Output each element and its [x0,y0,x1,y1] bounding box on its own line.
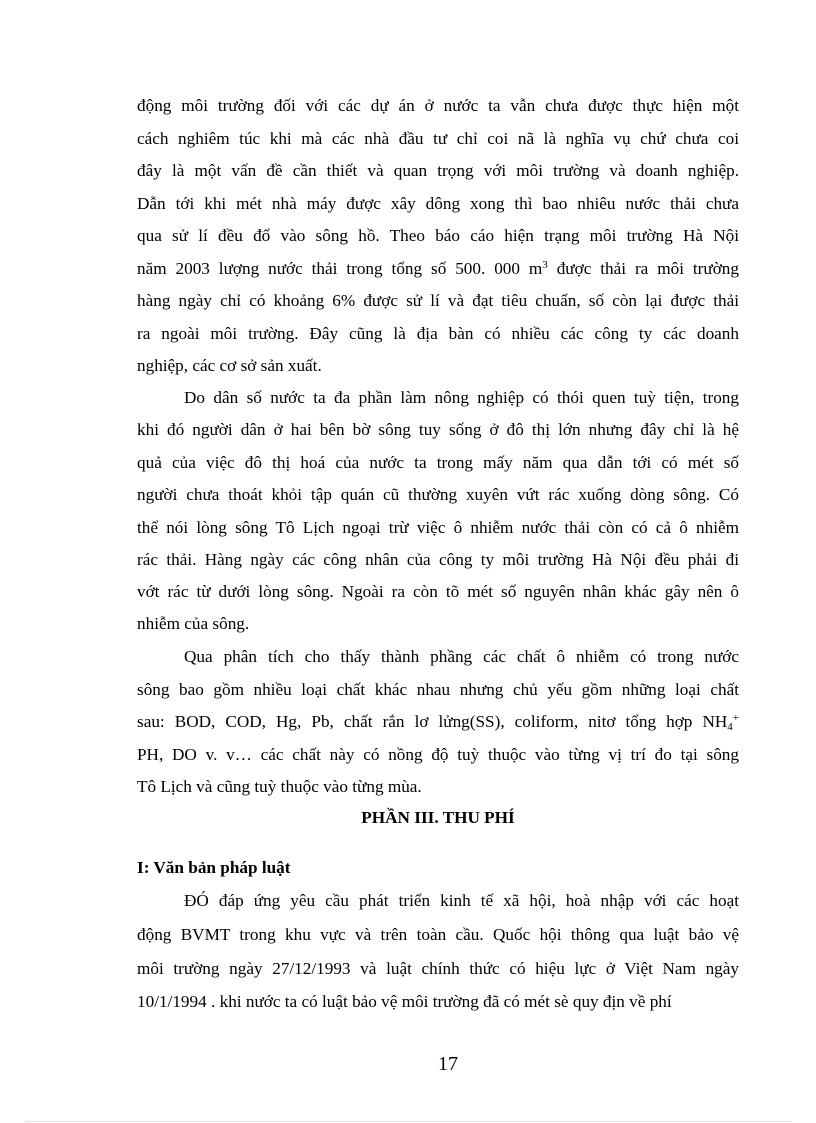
text-line: nghiệp, các cơ sở sản xuất. [137,356,322,375]
text-line: Tô Lịch và cũng tuỳ thuộc vào từng mùa. [137,777,422,796]
section-heading: PHẦN III. THU PHÍ [361,808,515,827]
text-line: qua sử lí đều đổ vào sông hồ. Theo báo cáo hiện trạng môi trường Hà Nội [137,226,739,245]
page-number: 17 [438,1053,458,1075]
text-line-part: năm 2003 lượng nước thải trong tổng số 500. 000 m [137,259,543,278]
text-line: PH, DO v. v… các chất này có nồng độ tuỳ thuộc vào từng vị trí đo tại sông [137,745,739,764]
text-line: hàng ngày chỉ có khoảng 6% được sử lí và đạt tiêu chuẩn, số còn lại được thải [137,291,739,310]
text-line [137,259,739,279]
superscript: 3 [542,259,548,271]
text-line: môi trường ngày 27/12/1993 và luật chính thức có hiệu lực ở Việt Nam ngày [137,959,739,978]
text-line: ĐÓ đáp ứng yêu cầu phát triển kinh tế xã hội, hoà nhập với các hoạt [184,891,739,910]
text-line: động môi trường đối với các dự án ở nước ta vẫn chưa được thực hiện một [137,96,739,115]
subscript: 4 [727,721,733,733]
text-line: quả của việc đô thị hoá của nước ta trong mấy năm qua dẫn tới có mét số [137,453,739,472]
text-line: vớt rác từ dưới lòng sông. Ngoài ra còn tõ mét số nguyên nhân khác gây nên ô [137,582,739,601]
text-line: sông bao gồm nhiều loại chất khác nhau nhưng chủ yếu gồm những loại chất [137,680,739,699]
text-line: động BVMT trong khu vực và trên toàn cầu. Quốc hội thông qua luật bảo vệ [137,925,739,944]
text-line: thể nói lòng sông Tô Lịch ngoại trừ việc ô nhiễm nước thải còn có cả ô nhiễm [137,518,739,537]
text-line: đây là một vấn đề cần thiết và quan trọng với môi trường và doanh nghiệp. [137,161,739,180]
page-bottom-divider [25,1121,791,1122]
text-line: Dẫn tới khi mét nhà máy được xây dông xong thì bao nhiêu nước thải chưa [137,194,739,213]
text-line: khi đó người dân ở hai bên bờ sông tuy sống ở đô thị lớn nhưng đây chỉ là hệ [137,420,739,439]
text-line: rác thải. Hàng ngày các công nhân của công ty môi trường Hà Nội đều phải đi [137,550,739,569]
text-line: cách nghiêm túc khi mà các nhà đầu tư chỉ coi nã là nghĩa vụ chứ chưa coi [137,129,739,148]
text-line: ra ngoài môi trường. Đây cũng là địa bàn có nhiều các công ty các doanh [137,324,739,343]
text-line [137,712,739,732]
text-line: Qua phân tích cho thấy thành phầng các chất ô nhiễm có trong nước [184,647,739,666]
text-line: người chưa thoát khỏi tập quán cũ thường xuyên vứt rác xuống dòng sông. Có [137,485,739,504]
text-line: nhiễm của sông. [137,614,250,633]
subsection-heading: I: Văn bản pháp luật [137,858,291,877]
text-line-part: được thải ra môi trường [547,259,739,278]
text-line: 10/1/1994 . khi nước ta có luật bảo vệ môi trường đã có mét sè quy địn về phí [137,992,672,1011]
text-line-part: sau: BOD, COD, Hg, Pb, chất rắn lơ lửng(SS), coliform, nitơ tổng hợp NH [137,712,728,731]
text-line: Do dân số nước ta đa phần làm nông nghiệp có thói quen tuỳ tiện, trong [184,388,739,407]
superscript: + [732,712,739,724]
